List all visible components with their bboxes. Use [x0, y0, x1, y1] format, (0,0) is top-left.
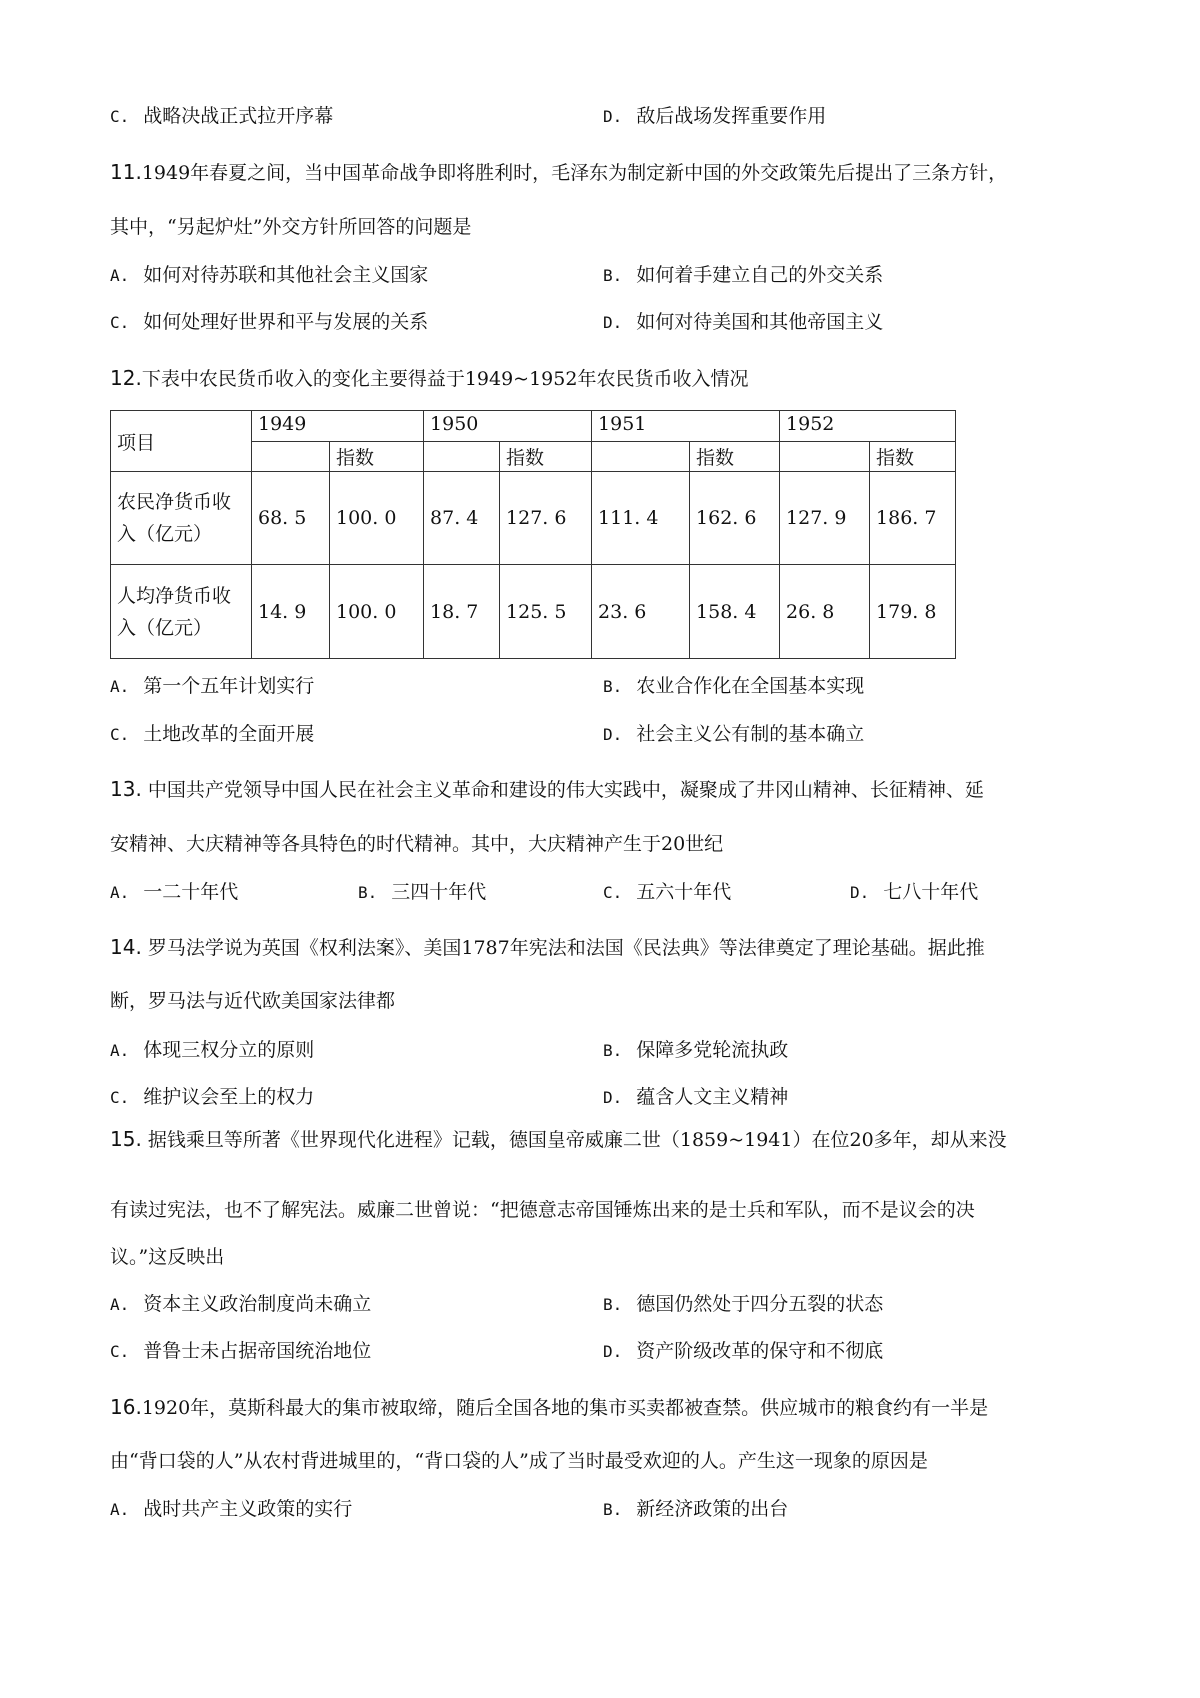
option-text: 第一个五年计划实行 [143, 675, 315, 697]
question-number: 15. [110, 1127, 142, 1151]
question-15 [110, 1127, 1007, 1152]
cell: 127. 9 [780, 472, 870, 565]
option-label: C. [110, 725, 130, 744]
option-text: 新经济政策的出台 [636, 1498, 789, 1520]
option-a [110, 880, 238, 905]
option-text: 五六十年代 [636, 881, 732, 903]
table-row [111, 565, 956, 659]
question-number: 16. [110, 1395, 142, 1419]
option-label: A. [110, 1500, 130, 1519]
header-year: 1952 [780, 411, 956, 442]
option-b [603, 1497, 788, 1522]
option-a [110, 1292, 371, 1317]
empty-cell [252, 442, 330, 472]
cell: 14. 9 [252, 565, 330, 659]
question-14 [110, 935, 985, 960]
row-label: 人均净货币收入（亿元） [111, 565, 252, 659]
cell: 162. 6 [690, 472, 780, 565]
question-text: 下表中农民货币收入的变化主要得益于1949~1952年农民货币收入情况 [141, 368, 749, 390]
option-c [110, 1085, 314, 1110]
option-b [358, 880, 486, 905]
option-text: 三四十年代 [391, 881, 487, 903]
option-label: D. [603, 107, 623, 126]
header-year: 1949 [252, 411, 424, 442]
option-d [850, 880, 978, 905]
option-b [603, 674, 864, 699]
option-text: 如何对待美国和其他帝国主义 [636, 311, 884, 333]
option-text: 如何对待苏联和其他社会主义国家 [143, 264, 429, 286]
option-text: 如何处理好世界和平与发展的关系 [143, 311, 429, 333]
option-text: 维护议会至上的权力 [143, 1086, 315, 1108]
header-year: 1950 [424, 411, 592, 442]
option-d [603, 1085, 788, 1110]
option-label: B. [603, 677, 623, 696]
question-text: 断，罗马法与近代欧美国家法律都 [110, 990, 396, 1012]
option-label: A. [110, 1041, 130, 1060]
option-text: 体现三权分立的原则 [143, 1039, 315, 1061]
option-label: C. [110, 1088, 130, 1107]
cell: 18. 7 [424, 565, 500, 659]
option-text: 战略决战正式拉开序幕 [143, 105, 334, 127]
option-text: 社会主义公有制的基本确立 [636, 723, 865, 745]
cell: 158. 4 [690, 565, 780, 659]
option-c [110, 722, 314, 747]
question-number: 14. [110, 935, 142, 959]
question-number: 11. [110, 160, 142, 184]
cell: 111. 4 [592, 472, 690, 565]
cell: 68. 5 [252, 472, 330, 565]
option-label: A. [110, 677, 130, 696]
option-d [603, 310, 883, 335]
question-text: 中国共产党领导中国人民在社会主义革命和建设的伟大实践中，凝聚成了井冈山精神、长征精神、延 [147, 779, 984, 801]
option-label: C. [110, 1342, 130, 1361]
option-a [110, 1497, 352, 1522]
header-index: 指数 [500, 442, 592, 472]
option-a [110, 263, 428, 288]
header-index: 指数 [870, 442, 956, 472]
option-d [603, 722, 864, 747]
question-16 [110, 1395, 988, 1420]
option-text: 资本主义政治制度尚未确立 [143, 1293, 372, 1315]
option-text: 一二十年代 [143, 881, 239, 903]
question-text: 据钱乘旦等所著《世界现代化进程》记载，德国皇帝威廉二世（1859~1941）在位20多年，却从来没 [147, 1129, 1007, 1151]
question-text: 1949年春夏之间，当中国革命战争即将胜利时，毛泽东为制定新中国的外交政策先后提出了三条方针， [141, 162, 1008, 184]
question-text: 议。”这反映出 [110, 1246, 225, 1268]
cell: 100. 0 [330, 472, 424, 565]
header-item: 项目 [111, 411, 252, 472]
option-text: 德国仍然处于四分五裂的状态 [636, 1293, 884, 1315]
option-c [603, 880, 731, 905]
option-text: 资产阶级改革的保守和不彻底 [636, 1340, 884, 1362]
question-text: 罗马法学说为英国《权利法案》、美国1787年宪法和法国《民法典》等法律奠定了理论基础。据此推 [147, 937, 985, 959]
option-d [603, 104, 826, 129]
option-d [603, 1339, 883, 1364]
option-label: C. [110, 313, 130, 332]
option-label: B. [603, 1500, 623, 1519]
empty-cell [592, 442, 690, 472]
option-b [603, 263, 883, 288]
option-label: A. [110, 266, 130, 285]
option-text: 土地改革的全面开展 [143, 723, 315, 745]
option-label: D. [603, 1342, 623, 1361]
option-a [110, 674, 314, 699]
header-index: 指数 [690, 442, 780, 472]
option-text: 普鲁士未占据帝国统治地位 [143, 1340, 372, 1362]
empty-cell [780, 442, 870, 472]
cell: 100. 0 [330, 565, 424, 659]
income-table [110, 410, 956, 659]
option-text: 保障多党轮流执政 [636, 1039, 789, 1061]
cell: 87. 4 [424, 472, 500, 565]
cell: 179. 8 [870, 565, 956, 659]
question-text: 由“背口袋的人”从农村背进城里的，“背口袋的人”成了当时最受欢迎的人。产生这一现象的原因是 [110, 1450, 928, 1472]
question-13 [110, 777, 984, 802]
cell: 125. 5 [500, 565, 592, 659]
option-label: D. [603, 725, 623, 744]
option-b [603, 1038, 788, 1063]
header-index: 指数 [330, 442, 424, 472]
option-label: A. [110, 1295, 130, 1314]
option-label: D. [603, 1088, 623, 1107]
option-label: B. [358, 883, 378, 902]
option-text: 敌后战场发挥重要作用 [636, 105, 827, 127]
cell: 23. 6 [592, 565, 690, 659]
option-a [110, 1038, 314, 1063]
option-label: B. [603, 1295, 623, 1314]
option-label: B. [603, 1041, 623, 1060]
question-number: 12. [110, 366, 142, 390]
option-label: C. [603, 883, 623, 902]
header-year: 1951 [592, 411, 780, 442]
question-12 [110, 366, 748, 391]
question-text: 安精神、大庆精神等各具特色的时代精神。其中，大庆精神产生于20世纪 [110, 833, 724, 855]
question-text: 其中，“另起炉灶”外交方针所回答的问题是 [110, 216, 472, 238]
cell: 26. 8 [780, 565, 870, 659]
option-label: C. [110, 107, 130, 126]
option-label: D. [603, 313, 623, 332]
option-c [110, 104, 333, 129]
table-row [111, 472, 956, 565]
option-label: D. [850, 883, 870, 902]
question-text: 有读过宪法，也不了解宪法。威廉二世曾说：“把德意志帝国锤炼出来的是士兵和军队，而不是议会的决 [110, 1199, 975, 1221]
option-c [110, 310, 428, 335]
option-b [603, 1292, 883, 1317]
option-text: 战时共产主义政策的实行 [143, 1498, 353, 1520]
option-text: 如何着手建立自己的外交关系 [636, 264, 884, 286]
option-label: A. [110, 883, 130, 902]
option-text: 七八十年代 [883, 881, 979, 903]
option-text: 蕴含人文主义精神 [636, 1086, 789, 1108]
question-11 [110, 160, 1007, 185]
empty-cell [424, 442, 500, 472]
question-number: 13. [110, 777, 142, 801]
option-label: B. [603, 266, 623, 285]
cell: 127. 6 [500, 472, 592, 565]
row-label: 农民净货币收入（亿元） [111, 472, 252, 565]
option-c [110, 1339, 371, 1364]
option-text: 农业合作化在全国基本实现 [636, 675, 865, 697]
cell: 186. 7 [870, 472, 956, 565]
question-text: 1920年，莫斯科最大的集市被取缔，随后全国各地的集市买卖都被查禁。供应城市的粮食约有一半是 [141, 1397, 989, 1419]
